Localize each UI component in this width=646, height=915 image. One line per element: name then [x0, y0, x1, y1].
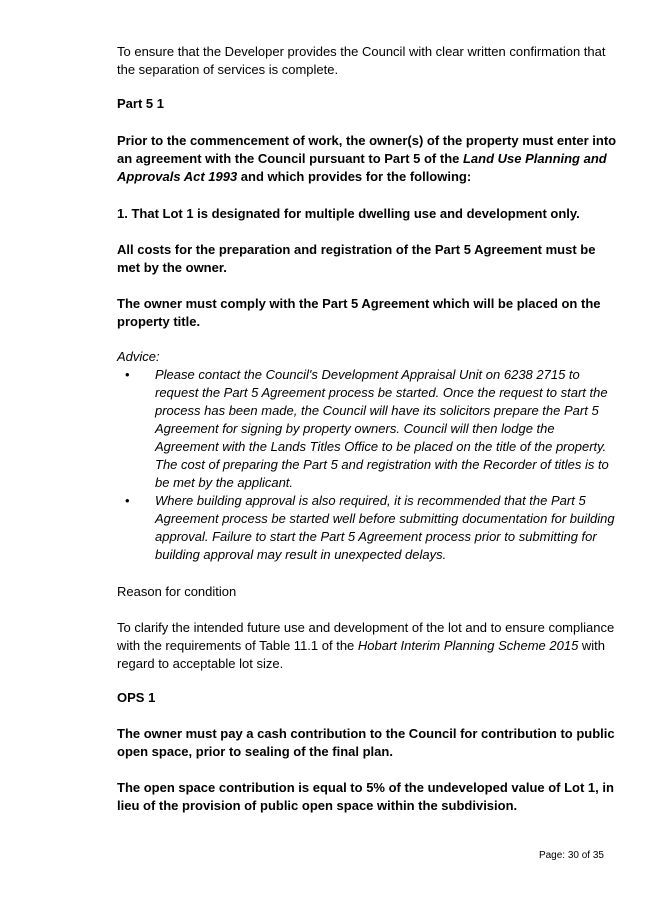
part51-para1-text: Prior to the commencement of work, the owner(s) of the property must enter into an agreement with the Council pursuant to Part 5 of the: [117, 133, 617, 166]
advice-item-text: Please contact the Council's Development Appraisal Unit on 6238 2715 to request the Part 5 Agreement process be started. Once the request to start the process has been made, the Council will have its solicitors prepare the Part 5 Agreement for signing by property owners. Council will then lodge the Agreement with the Lands Titles Office to be placed on the title of the property. The cost of preparing the Part 5 and registration with the Recorder of titles is to be met by the applicant.: [155, 367, 609, 490]
ops1-heading: OPS 1: [117, 690, 156, 705]
page-number: Page: 30 of 35: [538, 850, 604, 861]
bullet-glyph: •: [125, 493, 130, 508]
list-item: [117, 492, 617, 564]
intro-line-2: the separation of services is complete.: [117, 62, 339, 77]
ops1-paragraph-1: The owner must pay a cash contribution to the Council for contribution to public open space, prior to sealing of the final plan.: [117, 726, 615, 759]
intro-paragraph: [117, 43, 617, 79]
part51-para1-tail: and which provides for the following:: [237, 169, 472, 184]
intro-line-1: To ensure that the Developer provides the Council with clear written confirmation that: [117, 44, 606, 59]
part51-paragraph-1: [117, 132, 617, 186]
part51-heading: Part 5 1: [117, 96, 164, 111]
ops1-paragraph-2: The open space contribution is equal to 5% of the undeveloped value of Lot 1, in lieu of the provision of public open space within the subdivision.: [117, 780, 614, 813]
advice-label: Advice:: [117, 349, 160, 364]
reason-tail: with regard to acceptable lot size.: [117, 638, 606, 671]
act-title: Land Use Planning and Approvals Act 1993: [117, 151, 607, 184]
planning-scheme-title: Hobart Interim Planning Scheme 2015: [357, 638, 579, 653]
bullet-glyph: •: [125, 367, 130, 382]
part51-paragraph-2: 1. That Lot 1 is designated for multiple dwelling use and development only.: [117, 206, 580, 221]
part51-paragraph-3: All costs for the preparation and registration of the Part 5 Agreement must be met by the owner.: [117, 242, 596, 275]
advice-list: [117, 366, 617, 564]
advice-item-text: Where building approval is also required, it is recommended that the Part 5 Agreement process be started well before submitting documentation for building approval. Failure to start the Part 5 Agreement process prior to submitting for building approval may result in unexpected delays.: [155, 493, 615, 562]
reason-text: To clarify the intended future use and development of the lot and to ensure compliance with the requirements of Table 11.1 of the: [117, 620, 615, 653]
reason-paragraph: [117, 619, 617, 673]
list-item: [117, 366, 617, 492]
reason-label: Reason for condition: [117, 584, 237, 599]
part51-paragraph-4: The owner must comply with the Part 5 Agreement which will be placed on the property title.: [117, 296, 601, 329]
